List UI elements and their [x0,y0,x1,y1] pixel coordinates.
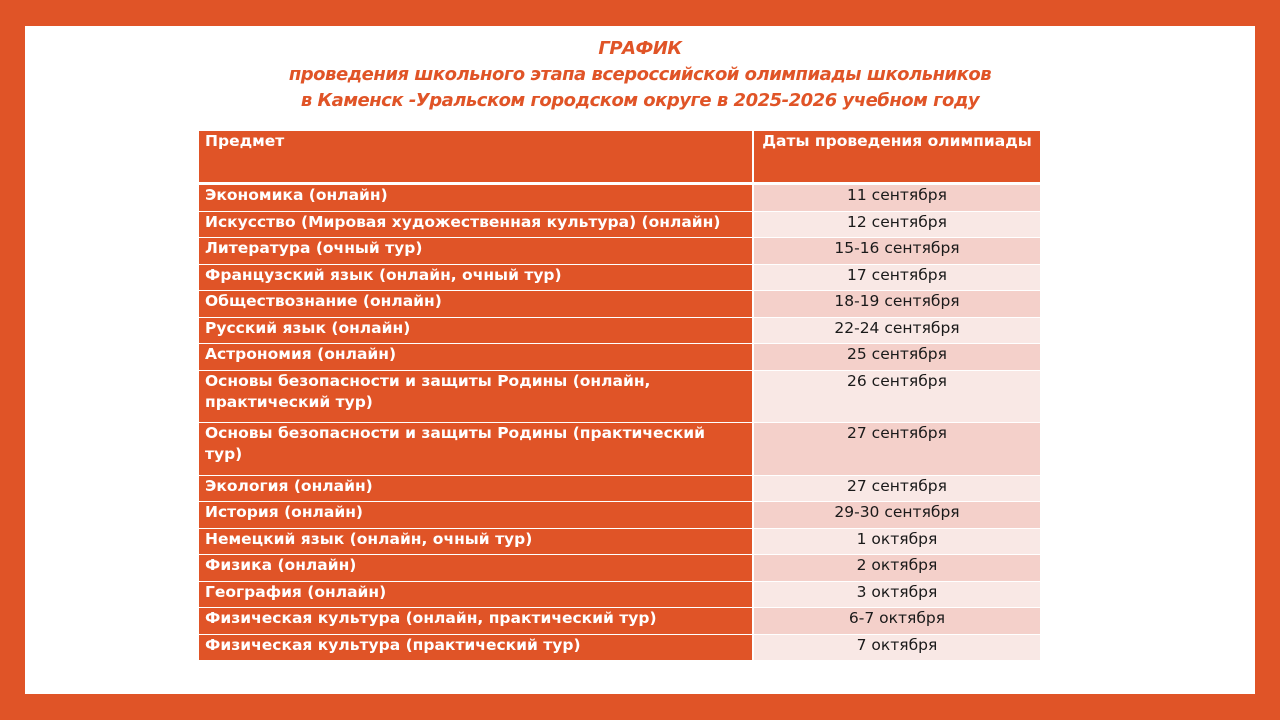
date-cell: 18-19 сентября [753,291,1040,318]
title-block [25,36,1255,114]
subject-cell: Физическая культура (практический тур) [199,634,753,661]
date-cell: 27 сентября [753,475,1040,502]
subject-cell: Русский язык (онлайн) [199,317,753,344]
table-row [199,528,1040,555]
subject-cell: Основы безопасности и защиты Родины (онлайн, практический тур) [199,370,753,423]
subject-cell: Физика (онлайн) [199,555,753,582]
date-cell: 6-7 октября [753,608,1040,635]
subject-cell: Основы безопасности и защиты Родины (практический тур) [199,423,753,476]
table-row [199,555,1040,582]
subject-cell: История (онлайн) [199,502,753,529]
table-header-row [199,131,1040,184]
date-cell: 27 сентября [753,423,1040,476]
date-cell: 11 сентября [753,184,1040,212]
table-row [199,184,1040,212]
date-cell: 17 сентября [753,264,1040,291]
date-cell: 2 октября [753,555,1040,582]
subject-cell: Французский язык (онлайн, очный тур) [199,264,753,291]
table-row [199,370,1040,423]
subject-cell: Экономика (онлайн) [199,184,753,212]
subject-cell: Искусство (Мировая художественная культура) (онлайн) [199,211,753,238]
date-cell: 29-30 сентября [753,502,1040,529]
date-cell: 26 сентября [753,370,1040,423]
table-row [199,475,1040,502]
date-cell: 12 сентября [753,211,1040,238]
table-row [199,264,1040,291]
title-subtitle-line-2: в Каменск -Уральском городском округе в 2025-2026 учебном году [300,90,980,111]
title-heading: ГРАФИК [598,38,682,59]
subject-cell: Физическая культура (онлайн, практический тур) [199,608,753,635]
olympiad-schedule-table [199,131,1040,661]
subject-cell: Немецкий язык (онлайн, очный тур) [199,528,753,555]
table-row [199,423,1040,476]
subject-cell: География (онлайн) [199,581,753,608]
subject-cell: Литература (очный тур) [199,238,753,265]
table-row [199,634,1040,661]
table-row [199,211,1040,238]
table-row [199,291,1040,318]
table-row [199,317,1040,344]
table-row [199,344,1040,371]
table-row [199,581,1040,608]
date-cell: 25 сентября [753,344,1040,371]
table-row [199,502,1040,529]
subject-cell: Экология (онлайн) [199,475,753,502]
date-cell: 7 октября [753,634,1040,661]
date-cell: 1 октября [753,528,1040,555]
date-cell: 15-16 сентября [753,238,1040,265]
subject-cell: Обществознание (онлайн) [199,291,753,318]
subject-cell: Астрономия (онлайн) [199,344,753,371]
subject-column-header: Предмет [199,131,753,184]
dates-column-header: Даты проведения олимпиады [753,131,1040,184]
date-cell: 22-24 сентября [753,317,1040,344]
table-row [199,608,1040,635]
date-cell: 3 октября [753,581,1040,608]
slide [25,26,1255,694]
table-row [199,238,1040,265]
title-subtitle-line-1: проведения школьного этапа всероссийской олимпиады школьников [288,64,992,85]
